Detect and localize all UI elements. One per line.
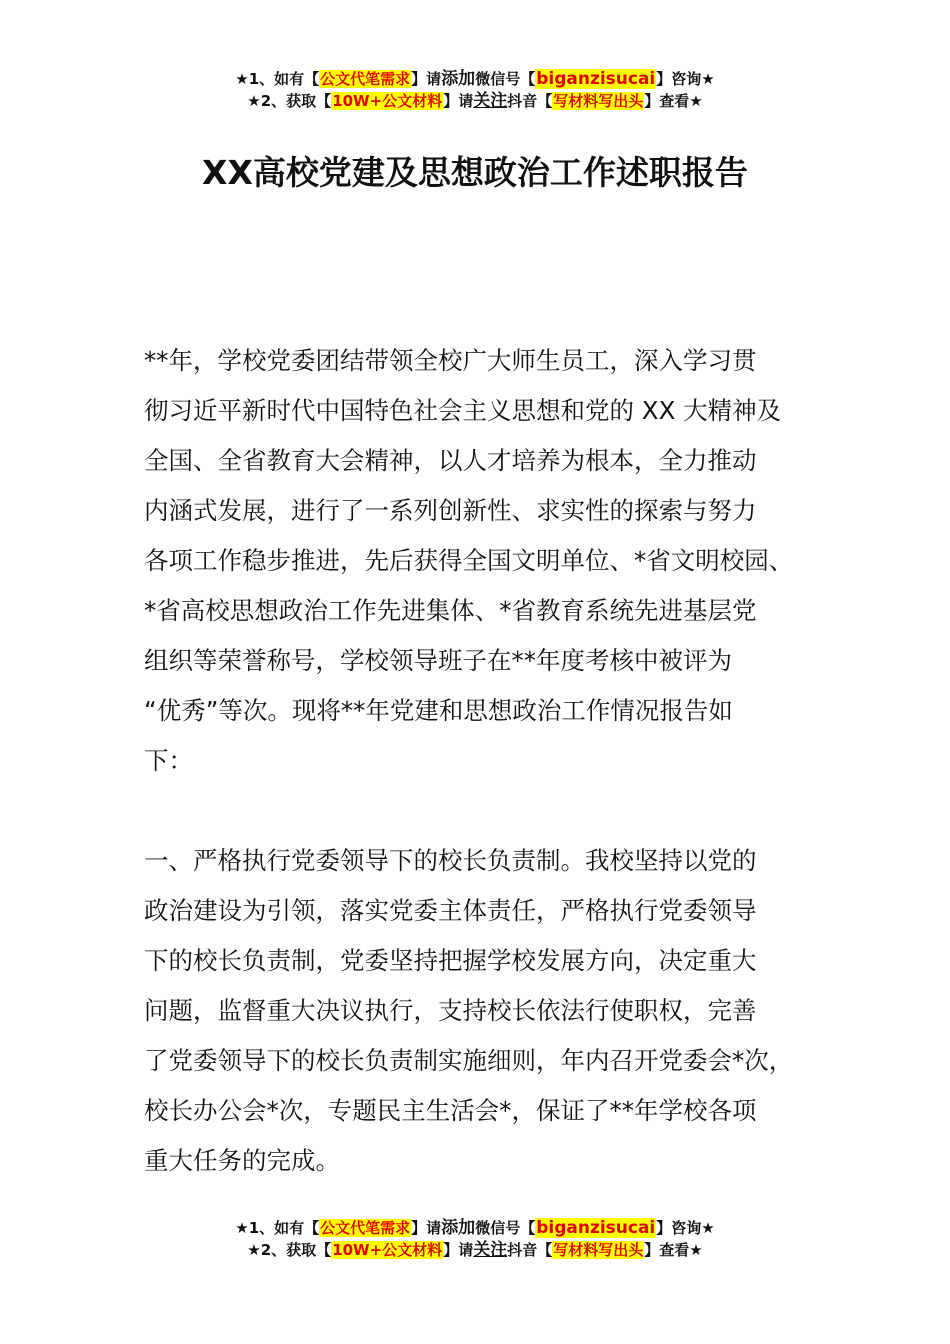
promo-text: 】咨询★ — [656, 1219, 715, 1237]
promo-douyin-id: 写材料写出头 — [553, 92, 644, 110]
promo-line-2 — [0, 90, 950, 112]
text-line: **年，学校党委团结带领全校广大师生员工，深入学习贯 — [144, 346, 757, 375]
promo-text: 抖音【 — [507, 1241, 553, 1259]
promo-highlight: 公文代笔需求 — [320, 1219, 411, 1237]
promo-line-1 — [0, 68, 950, 90]
footer-promo-banner — [0, 1217, 950, 1261]
text-line: 下的校长负责制，党委坚持把握学校发展方向，决定重大 — [144, 946, 757, 975]
promo-emphasis: 添加 — [441, 1218, 476, 1238]
text-line: 全国、全省教育大会精神，以人才培养为根本，全力推动 — [144, 446, 757, 475]
promo-line-2 — [0, 1239, 950, 1261]
promo-text: 】请 — [411, 70, 442, 88]
promo-emphasis: 关注 — [473, 91, 508, 111]
text-line: “优秀”等次。现将**年党建和思想政治工作情况报告如 — [144, 696, 733, 725]
promo-line-1 — [0, 1217, 950, 1239]
text-line: 政治建设为引领，落实党委主体责任，严格执行党委领导 — [144, 896, 757, 925]
text-line: 下： — [144, 746, 193, 775]
text-line: 各项工作稳步推进，先后获得全国文明单位、*省文明校园、 — [144, 546, 794, 575]
promo-emphasis: 关注 — [473, 1240, 508, 1260]
promo-text: ★1、如有【 — [235, 1219, 320, 1237]
promo-text: 】查看★ — [644, 1241, 703, 1259]
promo-text: 】请 — [411, 1219, 442, 1237]
promo-highlight: 10W+公文材料 — [332, 1241, 443, 1259]
header-promo-banner — [0, 68, 950, 112]
promo-wechat-id: biganzisucai — [536, 1218, 656, 1238]
paragraph-intro — [144, 336, 834, 786]
promo-douyin-id: 写材料写出头 — [553, 1241, 644, 1259]
text-line: 重大任务的完成。 — [144, 1146, 340, 1175]
text-line: 彻习近平新时代中国特色社会主义思想和党的 XX 大精神及 — [144, 396, 782, 425]
promo-text: 】查看★ — [644, 92, 703, 110]
promo-text: ★2、获取【 — [247, 92, 332, 110]
promo-text: 微信号【 — [475, 70, 536, 88]
document-title: XX高校党建及思想政治工作述职报告 — [202, 153, 748, 192]
paragraph-section-1 — [144, 836, 834, 1186]
promo-emphasis: 添加 — [441, 69, 476, 89]
promo-wechat-id: biganzisucai — [536, 69, 656, 89]
text-line: 一、严格执行党委领导下的校长负责制。我校坚持以党的 — [144, 846, 757, 875]
promo-text: 抖音【 — [507, 92, 553, 110]
promo-text: 】咨询★ — [656, 70, 715, 88]
promo-text: 】请 — [443, 92, 474, 110]
promo-highlight: 公文代笔需求 — [320, 70, 411, 88]
text-line: 组织等荣誉称号，学校领导班子在**年度考核中被评为 — [144, 646, 732, 675]
text-line: *省高校思想政治工作先进集体、*省教育系统先进基层党 — [144, 596, 757, 625]
promo-text: 】请 — [443, 1241, 474, 1259]
promo-text: 微信号【 — [475, 1219, 536, 1237]
text-line: 校长办公会*次，专题民主生活会*，保证了**年学校各项 — [144, 1096, 757, 1125]
text-line: 内涵式发展，进行了一系列创新性、求实性的探索与努力 — [144, 496, 757, 525]
text-line: 了党委领导下的校长负责制实施细则，年内召开党委会*次， — [144, 1046, 794, 1075]
promo-text: ★1、如有【 — [235, 70, 320, 88]
promo-text: ★2、获取【 — [247, 1241, 332, 1259]
promo-highlight: 10W+公文材料 — [332, 92, 443, 110]
text-line: 问题，监督重大决议执行，支持校长依法行使职权，完善 — [144, 996, 757, 1025]
